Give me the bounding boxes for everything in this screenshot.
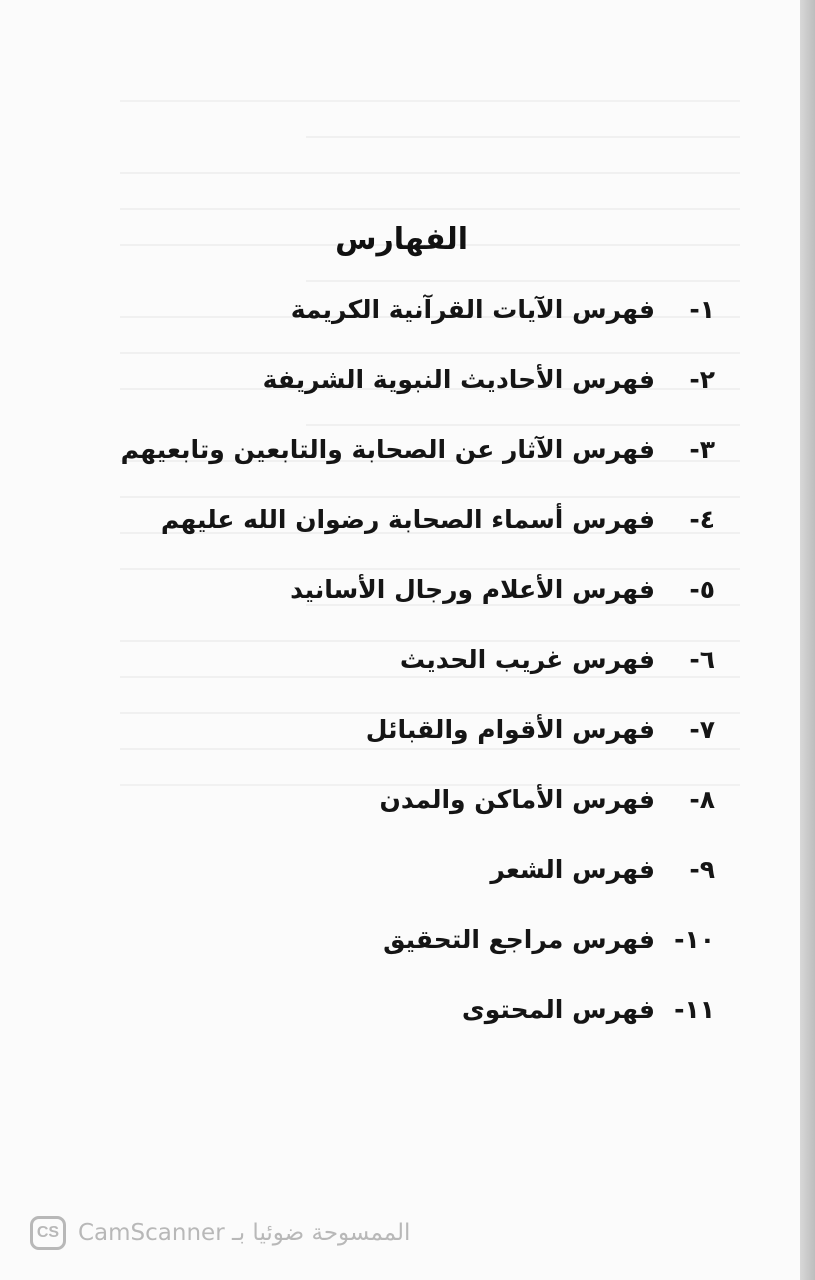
list-item <box>200 988 715 1058</box>
list-item <box>120 428 715 498</box>
item-number: ٥- <box>689 575 715 604</box>
item-label: فهرس الأعلام ورجال الأسانيد <box>290 575 655 604</box>
list-item <box>200 918 715 988</box>
item-number: ٤- <box>689 505 715 534</box>
item-label: فهرس الأقوام والقبائل <box>365 715 655 744</box>
item-label: فهرس الآثار عن الصحابة والتابعين وتابعيهم <box>120 435 655 464</box>
item-number: ٣- <box>689 435 715 464</box>
item-number: ٦- <box>689 645 715 674</box>
page-title: الفهارس <box>335 222 468 257</box>
page-edge <box>800 0 815 1280</box>
item-label: فهرس المحتوى <box>461 995 655 1024</box>
item-number: ١- <box>689 295 715 324</box>
list-item <box>200 358 715 428</box>
item-number: ٨- <box>689 785 715 814</box>
watermark-text: الممسوحة ضوئيا بـ CamScanner <box>78 1220 411 1246</box>
list-item <box>200 568 715 638</box>
index-list <box>120 288 715 1058</box>
list-item <box>160 498 715 568</box>
item-label: فهرس الأماكن والمدن <box>379 785 655 814</box>
item-label: فهرس غريب الحديث <box>399 645 655 674</box>
list-item <box>200 778 715 848</box>
camscanner-logo-icon: CS <box>30 1216 66 1250</box>
item-number: ١٠- <box>674 925 715 954</box>
scanner-watermark <box>30 1210 410 1256</box>
item-label: فهرس مراجع التحقيق <box>383 925 655 954</box>
list-item <box>200 708 715 778</box>
item-label: فهرس الشعر <box>490 855 655 884</box>
item-number: ٧- <box>689 715 715 744</box>
list-item <box>200 638 715 708</box>
item-label: فهرس أسماء الصحابة رضوان الله عليهم <box>160 505 655 534</box>
item-label: فهرس الأحاديث النبوية الشريفة <box>262 365 655 394</box>
list-item <box>200 288 715 358</box>
item-number: ٢- <box>689 365 715 394</box>
item-number: ١١- <box>674 995 715 1024</box>
list-item <box>200 848 715 918</box>
item-label: فهرس الآيات القرآنية الكريمة <box>290 295 655 324</box>
item-number: ٩- <box>689 855 715 884</box>
